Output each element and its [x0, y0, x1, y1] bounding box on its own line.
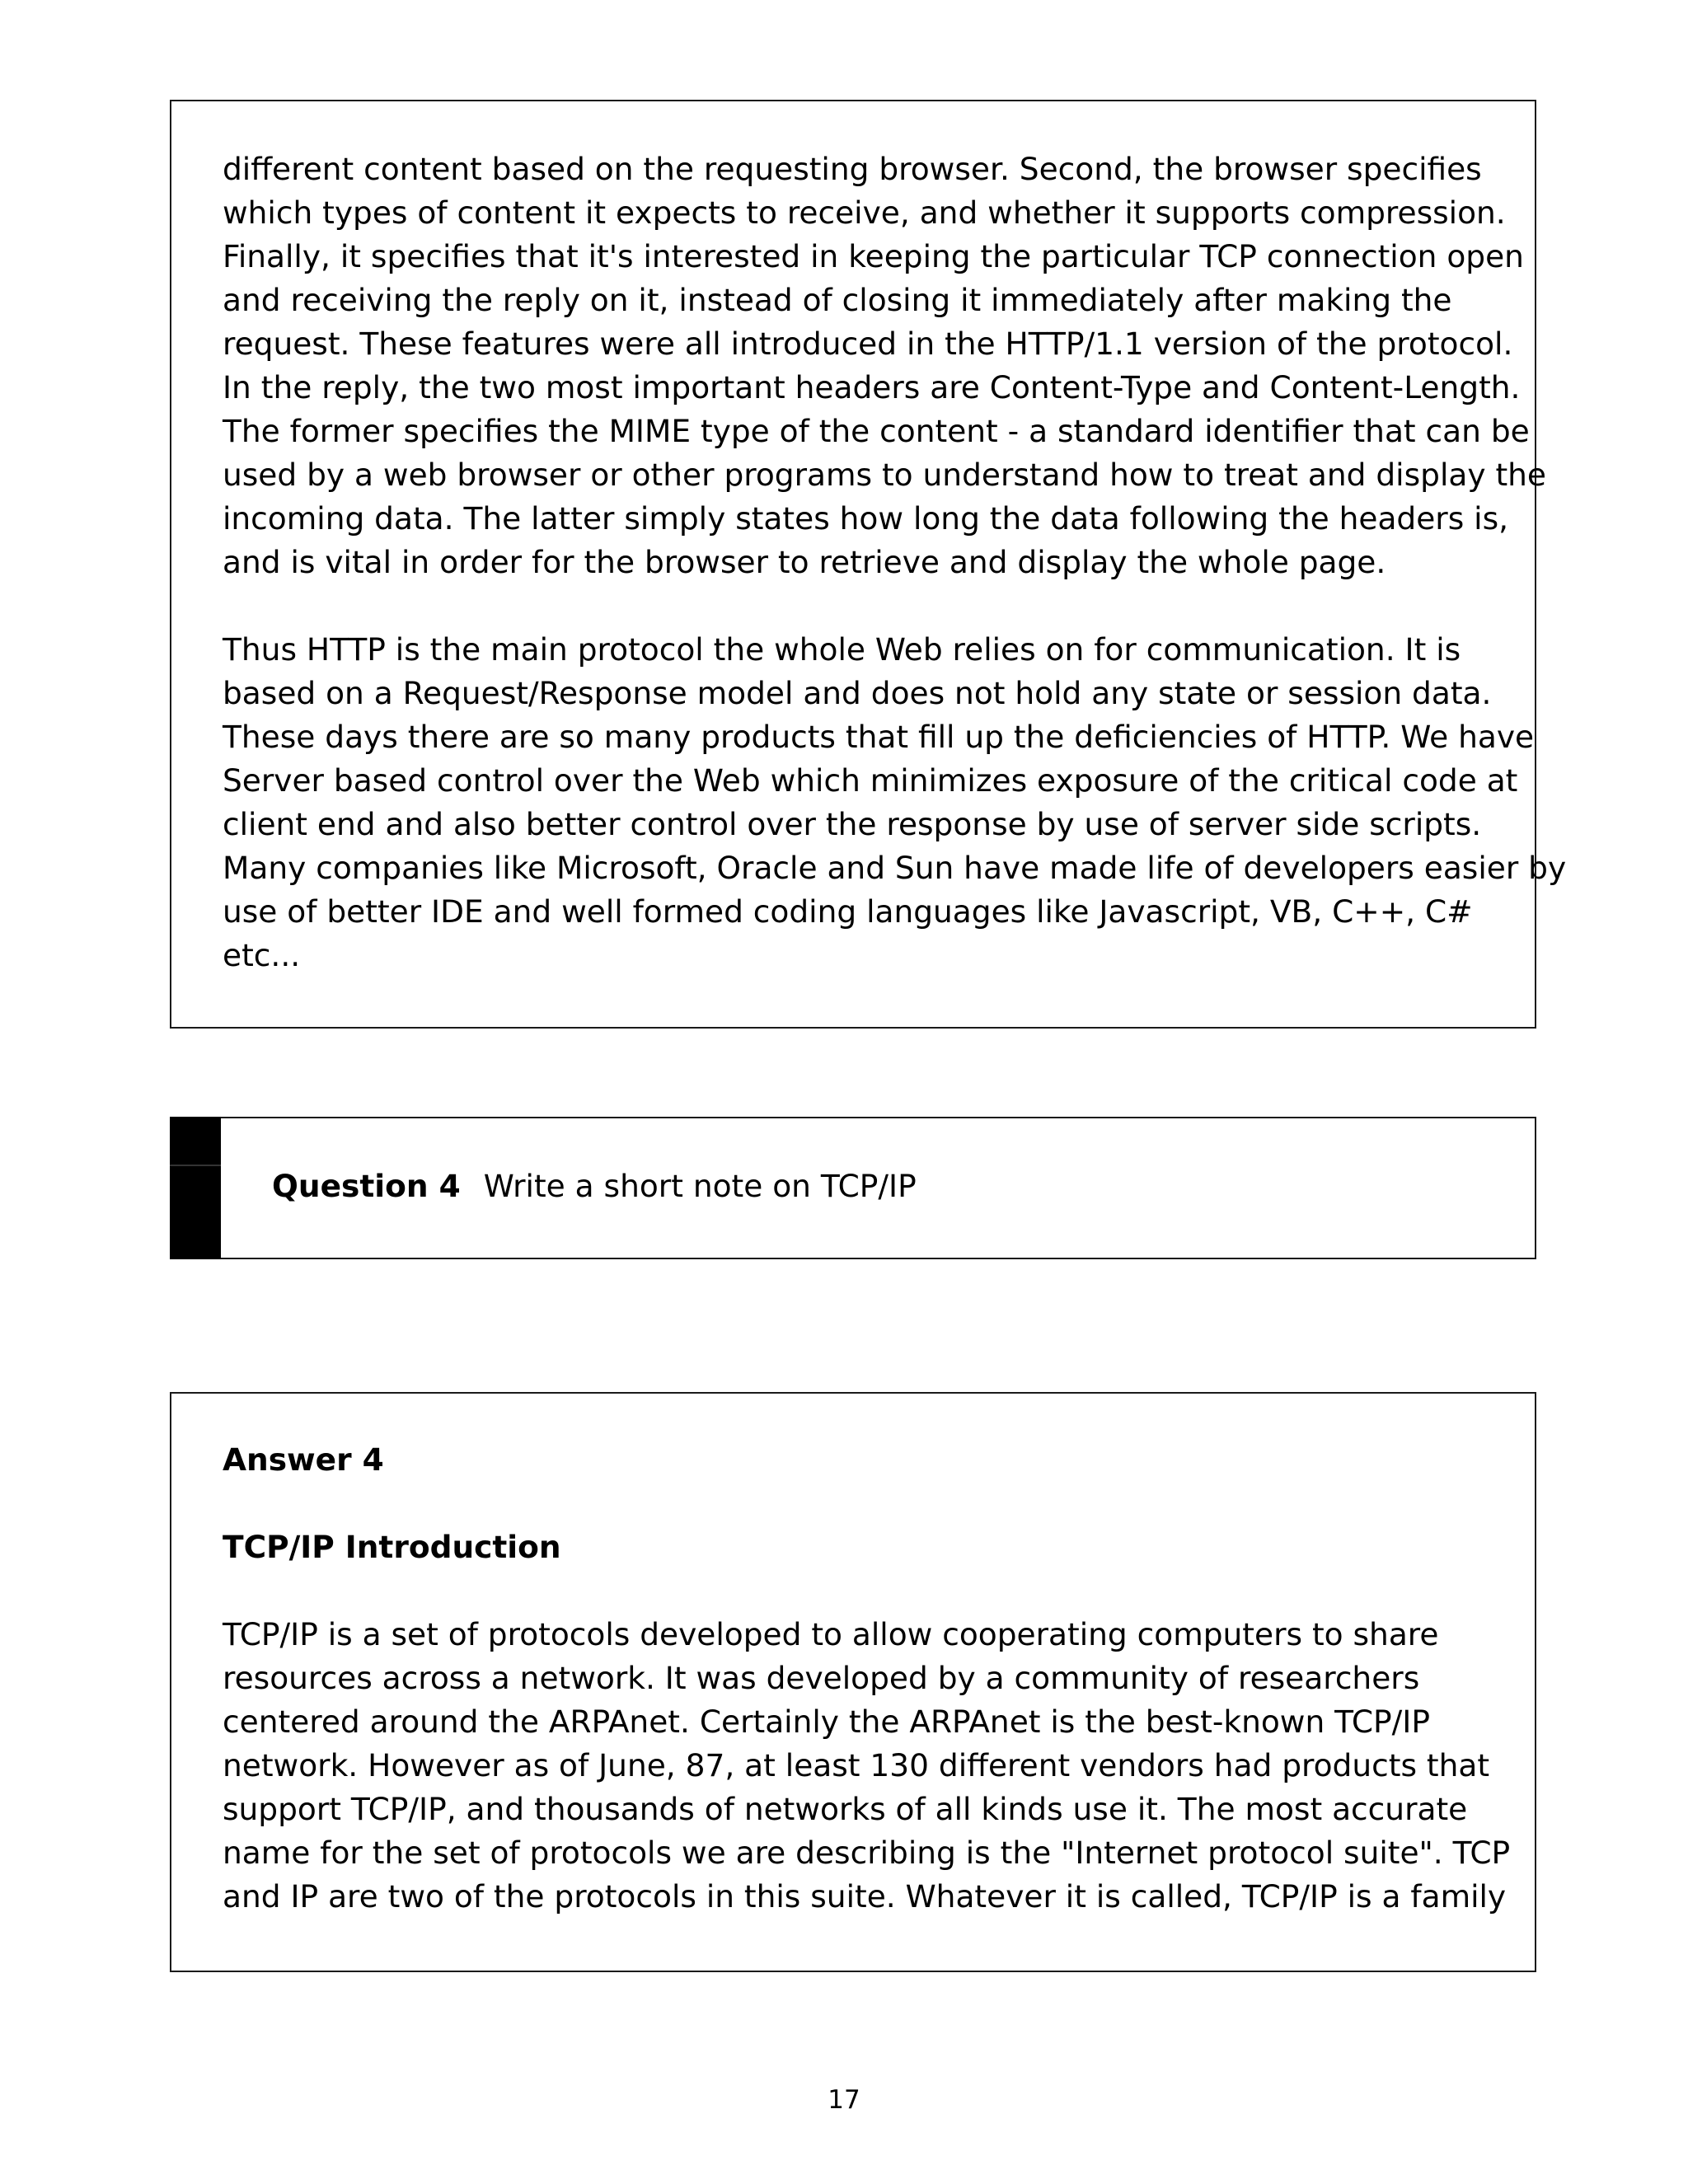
- question-marker-bar: [170, 1117, 221, 1259]
- paragraph-line: and is vital in order for the browser to retrieve and display the whole page.: [223, 544, 1386, 580]
- question-marker-notch: [170, 1165, 221, 1166]
- paragraph-line: request. These features were all introduced in the HTTP/1.1 version of the protocol.: [223, 326, 1513, 362]
- paragraph-line: incoming data. The latter simply states how long the data following the headers is,: [223, 500, 1509, 537]
- question-box: [170, 1117, 1536, 1259]
- paragraph-line: client end and also better control over the response by use of server side scripts.: [223, 806, 1482, 842]
- paragraph-line: used by a web browser or other programs to understand how to treat and display the: [223, 457, 1546, 493]
- paragraph-line: Server based control over the Web which minimizes exposure of the critical code at: [223, 762, 1518, 799]
- paragraph-line: etc...: [223, 937, 301, 973]
- page-number: 17: [828, 2085, 860, 2115]
- paragraph-line: use of better IDE and well formed coding languages like Javascript, VB, C++, C#: [223, 893, 1473, 930]
- paragraph-gap: [223, 584, 1502, 628]
- question-text: Write a short note on TCP/IP: [483, 1168, 917, 1204]
- paragraph-gap: [223, 1482, 1502, 1526]
- paragraph-line: network. However as of June, 87, at least 130 different vendors had products that: [223, 1747, 1490, 1783]
- paragraph-line: based on a Request/Response model and does not hold any state or session data.: [223, 675, 1492, 711]
- answer-heading: Answer 4: [223, 1441, 384, 1478]
- answer-text: [223, 1438, 1511, 1919]
- paragraph-gap: [223, 1569, 1502, 1613]
- continued-answer-box: [170, 100, 1567, 1029]
- paragraph-line: support TCP/IP, and thousands of networks of all kinds use it. The most accurate: [223, 1791, 1468, 1827]
- paragraph-line: The former specifies the MIME type of the content - a standard identifier that can be: [223, 413, 1530, 449]
- paragraph-line: Finally, it specifies that it's interested in keeping the particular TCP connection open: [223, 238, 1524, 274]
- paragraph-line: different content based on the requesting browser. Second, the browser specifies: [223, 151, 1482, 187]
- answer-subheading: TCP/IP Introduction: [223, 1529, 561, 1565]
- paragraph-line: name for the set of protocols we are describing is the "Internet protocol suite". TCP: [223, 1835, 1511, 1871]
- paragraph-line: These days there are so many products that fill up the deficiencies of HTTP. We have: [223, 719, 1535, 755]
- paragraph-line: centered around the ARPAnet. Certainly the ARPAnet is the best-known TCP/IP: [223, 1704, 1430, 1740]
- paragraph-line: TCP/IP is a set of protocols developed to allow cooperating computers to share: [223, 1616, 1439, 1652]
- continued-answer-text: [223, 148, 1567, 977]
- paragraph-line: and receiving the reply on it, instead of closing it immediately after making the: [223, 282, 1452, 318]
- paragraph-line: which types of content it expects to receive, and whether it supports compression.: [223, 194, 1506, 231]
- question-label: Question 4: [272, 1168, 461, 1204]
- paragraph-line: resources across a network. It was developed by a community of researchers: [223, 1660, 1420, 1696]
- paragraph-line: and IP are two of the protocols in this suite. Whatever it is called, TCP/IP is a family: [223, 1878, 1507, 1915]
- answer-box: [170, 1392, 1536, 1972]
- question-line: [272, 1165, 917, 1208]
- paragraph-line: In the reply, the two most important headers are Content-Type and Content-Length.: [223, 369, 1521, 405]
- paragraph-line: Many companies like Microsoft, Oracle and Sun have made life of developers easier by: [223, 850, 1567, 886]
- paragraph-line: Thus HTTP is the main protocol the whole Web relies on for communication. It is: [223, 631, 1461, 668]
